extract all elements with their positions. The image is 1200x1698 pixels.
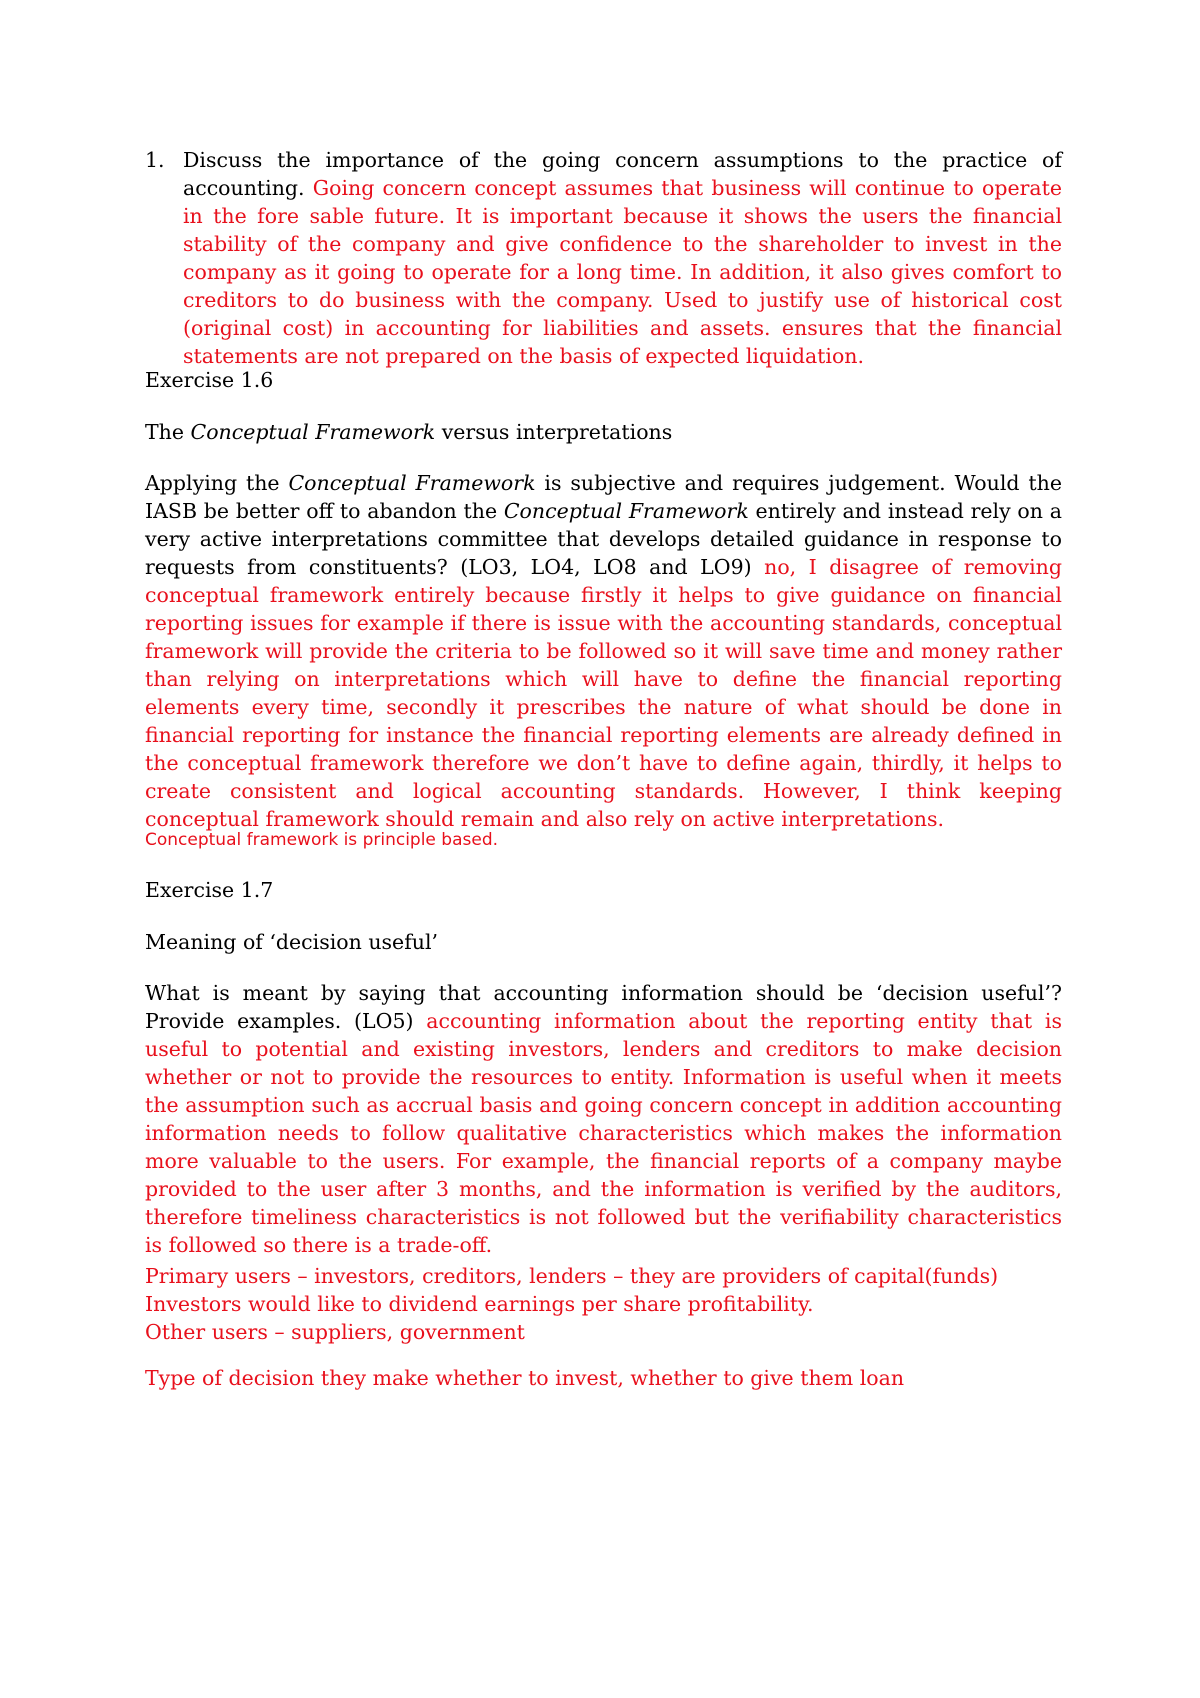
users-list [145,1262,1062,1346]
question-1-answer: Going concern concept assumes that business will continue to operate in the fore sable future. It is important because it shows the users the financial stability of the company and give confidence to the shareholder to invest in the company as it going to operate for a long time. In addition, it also gives comfort to creditors to do business with the company. Used to justify use of historical cost (original cost) in accounting for liabilities and assets. ensures that the financial statements are not prepared on the basis of expected liquidation. [183,176,1062,368]
question-italic: Conceptual Framework [503,499,749,523]
users-line: Investors would like to dividend earnings per share profitability. [145,1292,814,1316]
users-line: Other users – suppliers, government [145,1320,525,1344]
question-italic: Conceptual Framework [288,471,536,495]
question-text: What is meant by saying that accounting information should be ‘decision useful’? Provide examples. (LO5) [145,981,1062,1033]
question-1-body [183,146,1062,370]
subtitle-text-end: versus interpretations [435,420,673,444]
question-text: Applying the [145,471,289,495]
question-text: entirely and instead rely on a very active interpretations committee that develops detailed guidance in response to requests from constituents? (LO3, LO4, LO8 and LO9) [145,499,1062,579]
exercise-1-7-body [145,979,1062,1259]
question-text: is subjective and requires judgement. Would the IASB be better off to abandon the [145,471,1062,523]
principle-note: Conceptual framework is principle based. [145,830,499,850]
exercise-1-6-answer: no, I disagree of removing conceptual framework entirely because firstly it helps to give guidance on financial reporting issues for example if there is issue with the accounting standards, conceptual framework will provide the criteria to be followed so it will save time and money rather than relying on interpretations which will have to define the financial reporting elements every time, secondly it prescribes the nature of what should be done in financial reporting for instance the financial reporting elements are already defined in the conceptual framework therefore we don’t have to define again, thirdly, it helps to create consistent and logical accounting standards. However, I think keeping conceptual framework should remain and also rely on active interpretations. [145,555,1062,831]
question-1 [145,146,1062,370]
users-line: Primary users – investors, creditors, lenders – they are providers of capital(funds) [145,1264,999,1288]
exercise-1-6-heading: Exercise 1.6 [145,368,274,392]
exercise-1-7-subtitle: Meaning of ‘decision useful’ [145,930,439,954]
subtitle-text: The [145,420,191,444]
exercise-1-6-subtitle [145,418,1062,446]
exercise-1-6-body [145,469,1062,833]
question-1-text: Discuss the importance of the going concern assumptions to the practice of accounting. [183,148,1062,200]
exercise-1-7-heading: Exercise 1.7 [145,878,274,902]
decision-line: Type of decision they make whether to invest, whether to give them loan [145,1366,905,1390]
exercise-1-7-answer: accounting information about the reporting entity that is useful to potential and existing investors, lenders and creditors to make decision whether or not to provide the resources to entity. Information is useful when it meets the assumption such as accrual basis and going concern concept in addition accounting information needs to follow qualitative characteristics which makes the information more valuable to the users. For example, the financial reports of a company maybe provided to the user after 3 months, and the information is verified by the auditors, therefore timeliness characteristics is not followed but the verifiability characteristics is followed so there is a trade-off. [145,1009,1062,1257]
list-number: 1. [145,148,165,172]
subtitle-italic: Conceptual Framework [190,420,436,444]
